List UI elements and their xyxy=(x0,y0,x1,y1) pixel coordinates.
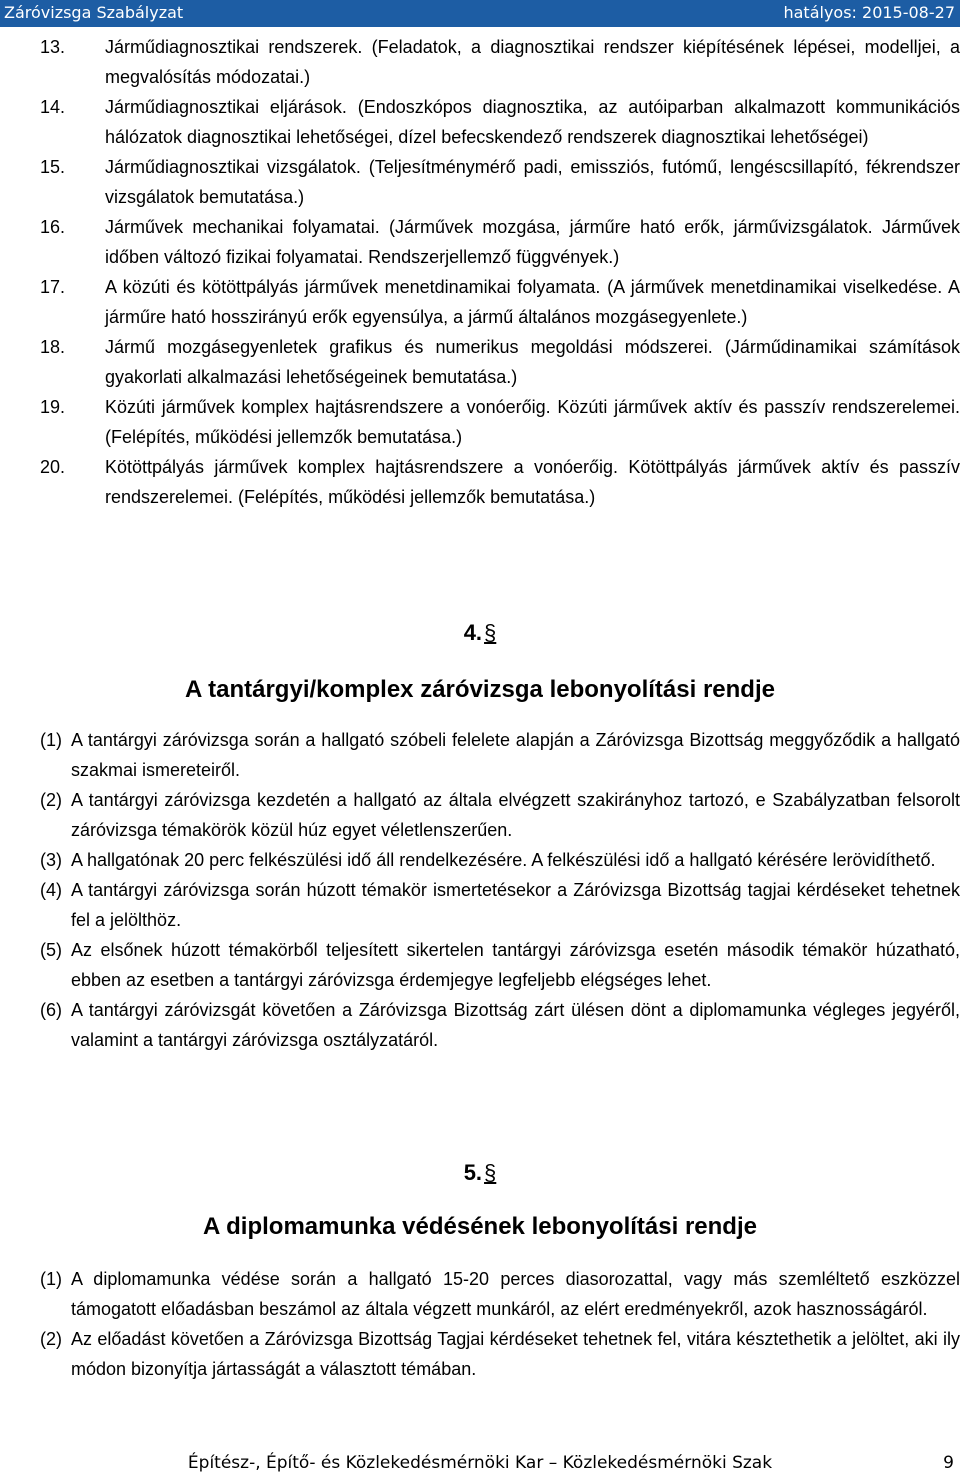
paragraph-number: (2) xyxy=(40,790,62,810)
paragraph-text: A tantárgyi záróvizsga során a hallgató szóbeli felelete alapján a Záróvizsga Bizottság meggyőződik a hallgató szakmai ismereteiről. xyxy=(71,730,960,780)
item-text: Járművek mechanikai folyamatai. (Járművek mozgása, járműre ható erők, járművizsgálatok. Járművek időben változó fizikai folyamatai. Rendszerjellemző függvények.) xyxy=(105,217,960,267)
paragraph-text: A hallgatónak 20 perc felkészülési idő áll rendelkezésére. A felkészülési idő a hallgató kérésére lerövidíthető. xyxy=(71,850,936,870)
item-text: A közúti és kötöttpályás járművek menetdinamikai folyamata. (A járművek menetdinamikai viselkedése. A járműre ható hosszirányú erők egyensúlya, a jármű általános mozgásegyenlete.) xyxy=(105,277,960,327)
paragraph-number: (3) xyxy=(40,850,62,870)
page-header xyxy=(0,0,960,27)
list-item xyxy=(40,332,960,392)
section-mark: § xyxy=(484,620,497,645)
list-item xyxy=(40,92,960,152)
paragraph xyxy=(40,785,960,845)
paragraph-text: Az előadást követően a Záróvizsga Bizottság Tagjai kérdéseket tehetnek fel, vitára késztethetik a jelöltet, aki ily módon bizonyítja jártasságát a választott témában. xyxy=(71,1329,960,1379)
item-text: Járműdiagnosztikai vizsgálatok. (Teljesítménymérő padi, emissziós, futómű, lengéscsillapító, fékrendszer vizsgálatok bemutatása.) xyxy=(105,157,960,207)
paragraph-text: A tantárgyi záróvizsgát követően a Záróvizsga Bizottság zárt ülésen dönt a diplomamunka végleges jegyéről, valamint a tantárgyi záróvizsga osztályzatáról. xyxy=(71,1000,960,1050)
section-5-title: A diplomamunka védésének lebonyolítási rendje xyxy=(203,1213,757,1240)
list-item xyxy=(40,272,960,332)
item-number: 19. xyxy=(40,397,66,417)
section-4-number xyxy=(0,620,960,646)
topic-list xyxy=(40,32,960,512)
section-5-number xyxy=(0,1160,960,1186)
item-number: 13. xyxy=(40,37,66,57)
list-item xyxy=(40,212,960,272)
item-text: Járműdiagnosztikai eljárások. (Endoszkópos diagnosztika, az autóiparban alkalmazott kommunikációs hálózatok diagnosztikai lehetőségei, dízel befecskendező rendszerek diagnosztikai lehetőségei) xyxy=(105,97,960,147)
paragraph-number: (4) xyxy=(40,880,62,900)
item-text: Járműdiagnosztikai rendszerek. (Feladatok, a diagnosztikai rendszer kiépítésének lépései, modelljei, a megvalósítás módozatai.) xyxy=(105,37,960,87)
paragraph-number: (1) xyxy=(40,730,62,750)
section-5-paragraphs xyxy=(40,1264,960,1384)
item-text: Közúti járművek komplex hajtásrendszere a vonóerőig. Közúti járművek aktív és passzív rendszerelemei. (Felépítés, működési jellemzők bemutatása.) xyxy=(105,397,960,447)
paragraph xyxy=(40,995,960,1055)
paragraph xyxy=(40,1264,960,1324)
item-number: 17. xyxy=(40,277,66,297)
paragraph-number: (1) xyxy=(40,1269,62,1289)
item-number: 15. xyxy=(40,157,66,177)
paragraph xyxy=(40,935,960,995)
effective-date: hatályos: 2015-08-27 xyxy=(783,3,955,22)
paragraph-number: (5) xyxy=(40,940,62,960)
paragraph-number: (6) xyxy=(40,1000,62,1020)
item-number: 18. xyxy=(40,337,66,357)
item-number: 16. xyxy=(40,217,66,237)
list-item xyxy=(40,32,960,92)
item-text: Jármű mozgásegyenletek grafikus és numerikus megoldási módszerei. (Járműdinamikai számítások gyakorlati alkalmazási lehetőségeinek bemutatása.) xyxy=(105,337,960,387)
paragraph-text: A diplomamunka védése során a hallgató 15-20 perces diasorozattal, vagy más szemléltető eszközzel támogatott előadásban beszámol az általa végzett munkáról, az elért eredményekről, azok hasznosságáról. xyxy=(71,1269,960,1319)
paragraph xyxy=(40,725,960,785)
paragraph xyxy=(40,845,960,875)
paragraph-number: (2) xyxy=(40,1329,62,1349)
section-number: 5. xyxy=(463,1160,483,1185)
section-number: 4. xyxy=(463,620,483,645)
section-4-paragraphs xyxy=(40,725,960,1055)
paragraph xyxy=(40,1324,960,1384)
paragraph-text: A tantárgyi záróvizsga során húzott témakör ismertetésekor a Záróvizsga Bizottság tagjai kérdéseket tehetnek fel a jelölthöz. xyxy=(71,880,960,930)
item-number: 14. xyxy=(40,97,66,117)
paragraph-text: A tantárgyi záróvizsga kezdetén a hallgató az általa elvégzett szakirányhoz tartozó, e Szabályzatban felsorolt záróvizsga témakörök közül húz egyet véletlenszerűen. xyxy=(71,790,960,840)
list-item xyxy=(40,452,960,512)
footer-faculty: Építész-, Építő- és Közlekedésmérnöki Kar – Közlekedésmérnöki Szak xyxy=(187,1453,773,1473)
item-text: Kötöttpályás járművek komplex hajtásrendszere a vonóerőig. Kötöttpályás járművek aktív és passzív rendszerelemei. (Felépítés, működési jellemzők bemutatása.) xyxy=(105,457,960,507)
page-number: 9 xyxy=(943,1453,954,1473)
section-mark: § xyxy=(484,1160,497,1185)
paragraph-text: Az elsőnek húzott témakörből teljesített sikertelen tantárgyi záróvizsga esetén második témakör húzatható, ebben az esetben a tantárgyi záróvizsga érdemjegye legfeljebb elégséges lehet. xyxy=(71,940,960,990)
list-item xyxy=(40,152,960,212)
paragraph xyxy=(40,875,960,935)
document-title: Záróvizsga Szabályzat xyxy=(4,3,184,22)
item-number: 20. xyxy=(40,457,66,477)
list-item xyxy=(40,392,960,452)
section-4-title: A tantárgyi/komplex záróvizsga lebonyolítási rendje xyxy=(185,676,775,703)
